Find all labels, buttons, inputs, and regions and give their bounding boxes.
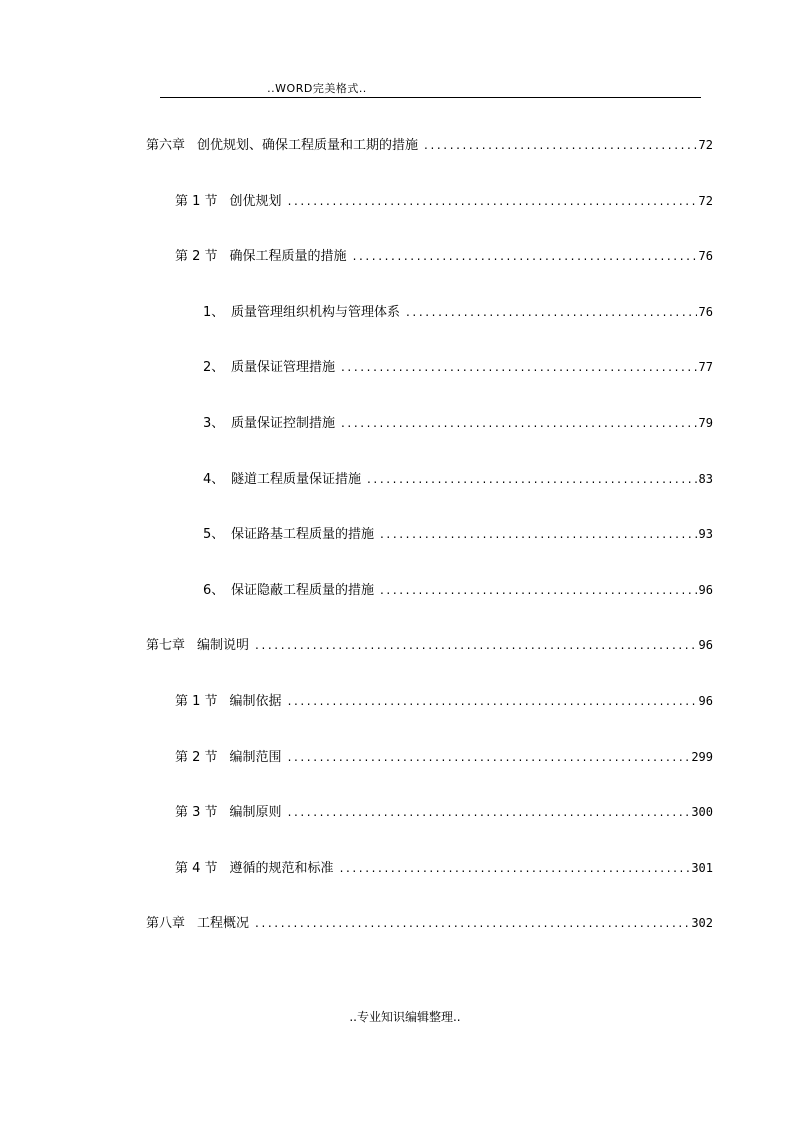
table-of-contents [146, 130, 713, 964]
toc-dot-leader [288, 686, 697, 716]
toc-entry[interactable] [146, 630, 713, 686]
toc-entry-page-number: 96 [698, 582, 713, 597]
toc-entry[interactable] [146, 797, 713, 853]
toc-entry-page-number: 300 [691, 805, 713, 820]
toc-entry-page-number: 79 [698, 415, 713, 430]
page-footer: ..专业知识编辑整理.. [349, 1010, 461, 1024]
toc-entry-title: 创优规划、确保工程质量和工期的措施 [197, 138, 419, 153]
toc-dot-leader [424, 130, 697, 160]
toc-entry-title: 编制范围 [229, 749, 282, 765]
toc-entry-page-number: 72 [698, 193, 713, 208]
toc-entry-page-number: 96 [698, 638, 713, 653]
toc-entry-title: 确保工程质量的措施 [229, 249, 347, 265]
toc-entry-number: 6、 [203, 582, 225, 598]
toc-entry-title: 创优规划 [229, 193, 282, 209]
toc-entry-title: 工程概况 [197, 916, 250, 932]
toc-entry-number: 1、 [203, 304, 225, 320]
toc-entry-number: 第 2 节 [175, 249, 218, 265]
toc-entry-number: 3、 [203, 415, 225, 431]
toc-entry-number: 第 3 节 [175, 805, 218, 821]
toc-entry[interactable] [146, 241, 713, 297]
toc-entry[interactable] [146, 908, 713, 964]
toc-entry-title: 隧道工程质量保证措施 [231, 471, 362, 487]
toc-entry[interactable] [146, 130, 713, 186]
toc-dot-leader [367, 464, 697, 494]
toc-entry-number: 第八章 [146, 916, 186, 932]
toc-entry-number: 第七章 [146, 638, 186, 654]
toc-entry-number: 2、 [203, 360, 225, 376]
toc-dot-leader [341, 408, 697, 438]
page-header: ..WORD完美格式.. [267, 82, 367, 95]
header-divider [160, 97, 701, 98]
toc-entry-page-number: 83 [698, 471, 713, 486]
toc-dot-leader [406, 297, 697, 327]
toc-entry[interactable] [146, 575, 713, 631]
toc-dot-leader [288, 797, 690, 827]
toc-entry-number: 第 1 节 [175, 693, 218, 709]
toc-entry[interactable] [146, 408, 713, 464]
toc-dot-leader [380, 575, 697, 605]
toc-dot-leader [353, 241, 697, 271]
toc-entry-page-number: 72 [698, 138, 713, 152]
toc-entry[interactable] [146, 519, 713, 575]
toc-entry-title: 遵循的规范和标准 [229, 860, 334, 876]
toc-dot-leader [288, 742, 690, 772]
toc-dot-leader [340, 853, 690, 883]
toc-entry-number: 5、 [203, 527, 225, 543]
toc-entry-number: 第 1 节 [175, 193, 218, 209]
toc-entry-page-number: 76 [698, 304, 713, 319]
toc-entry-title: 质量保证管理措施 [231, 360, 336, 376]
toc-entry-title: 保证路基工程质量的措施 [231, 527, 375, 543]
toc-entry[interactable] [146, 186, 713, 242]
toc-entry-page-number: 299 [691, 749, 713, 764]
toc-dot-leader [380, 519, 697, 549]
toc-entry-page-number: 302 [691, 916, 713, 931]
toc-entry-title: 保证隐蔽工程质量的措施 [231, 582, 375, 598]
toc-entry[interactable] [146, 464, 713, 520]
toc-dot-leader [255, 908, 689, 938]
toc-entry-title: 编制依据 [229, 693, 282, 709]
toc-entry-number: 4、 [203, 471, 225, 487]
toc-entry-title: 质量管理组织机构与管理体系 [231, 304, 401, 320]
toc-entry-title: 编制说明 [197, 638, 250, 654]
toc-entry-number: 第 4 节 [175, 860, 218, 876]
toc-entry[interactable] [146, 297, 713, 353]
toc-dot-leader [341, 352, 697, 382]
toc-entry-page-number: 96 [698, 693, 713, 708]
toc-entry-page-number: 93 [698, 527, 713, 542]
toc-entry-page-number: 301 [691, 860, 713, 875]
toc-entry[interactable] [146, 352, 713, 408]
toc-entry-title: 编制原则 [229, 805, 282, 821]
toc-entry-number: 第 2 节 [175, 749, 218, 765]
toc-dot-leader [255, 630, 697, 660]
toc-dot-leader [288, 186, 697, 216]
toc-entry[interactable] [146, 686, 713, 742]
toc-entry[interactable] [146, 742, 713, 798]
toc-entry[interactable] [146, 853, 713, 909]
toc-entry-title: 质量保证控制措施 [231, 415, 336, 431]
toc-entry-page-number: 77 [698, 360, 713, 375]
toc-entry-page-number: 76 [698, 249, 713, 264]
toc-entry-number: 第六章 [146, 138, 186, 153]
